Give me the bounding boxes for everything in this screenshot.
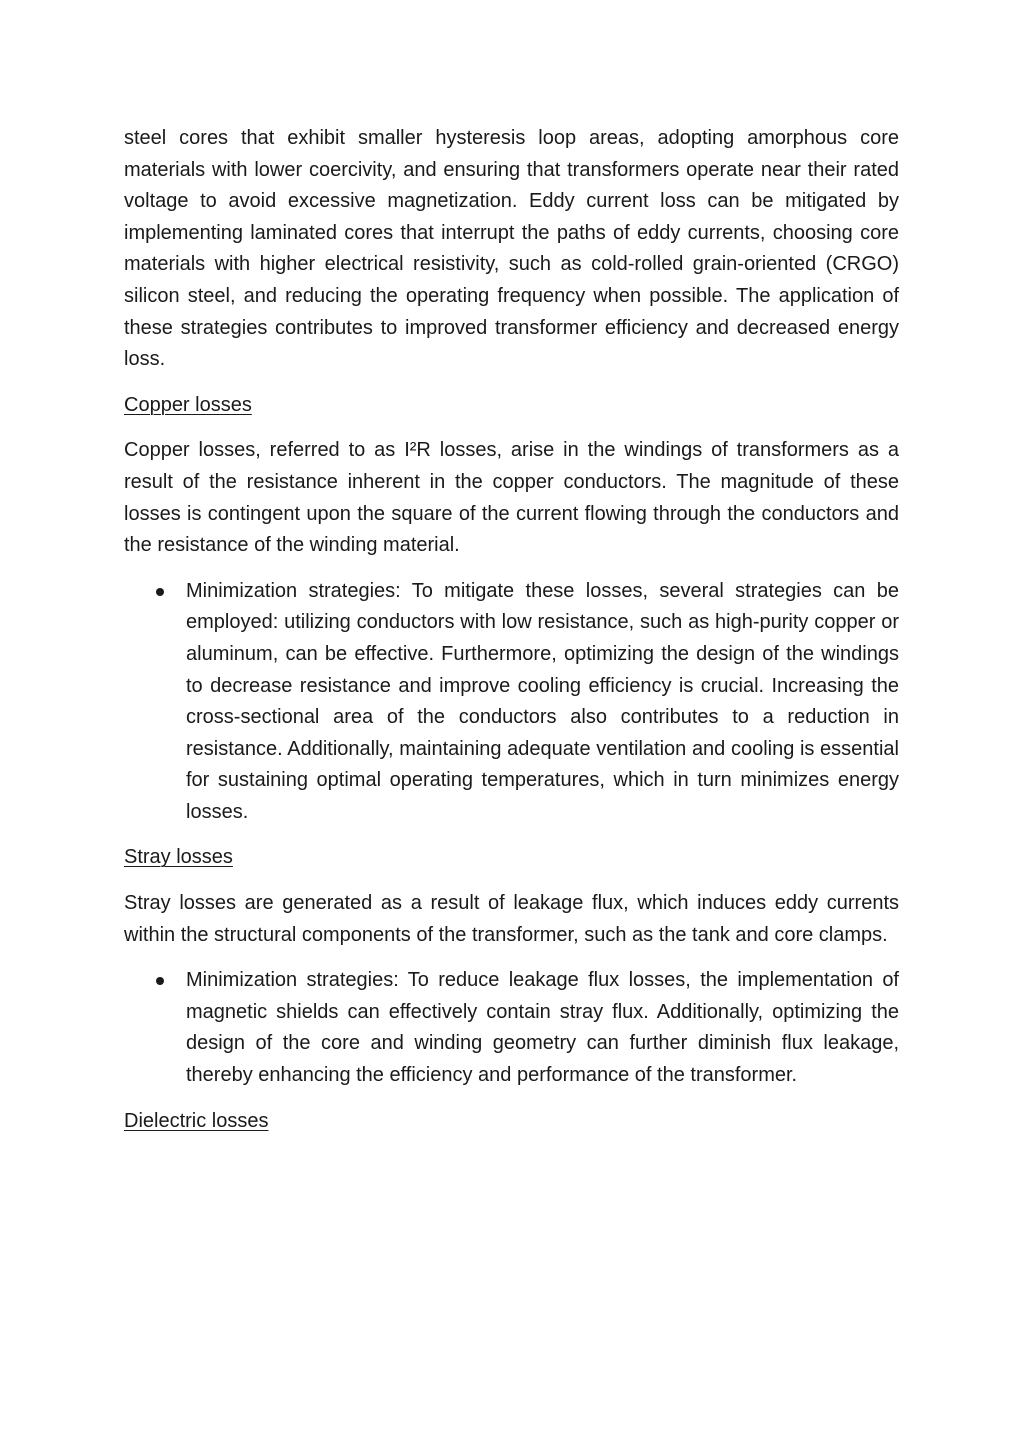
- copper-minimization-text: Minimization strategies: To mitigate these losses, several strategies can be employed: utilizing conductors with low resistance, such as high-purity copper or aluminum, can be effective. Furthermore, optimizing the design of the windings to decrease resistance and improve cooling efficiency is crucial. Increasing the cross-sectional area of the conductors also contributes to a reduction in resistance. Additionally, maintaining adequate ventilation and cooling is essential for sustaining optimal operating temperatures, which in turn minimizes energy losses.: [186, 579, 899, 823]
- intro-continuation-paragraph: steel cores that exhibit smaller hysteresis loop areas, adopting amorphous core materials with lower coercivity, and ensuring that transformers operate near their rated voltage to avoid excessive magnetization. Eddy current loss can be mitigated by implementing laminated cores that interrupt the paths of eddy currents, choosing core materials with higher electrical resistivity, such as cold-rolled grain-oriented (CRGO) silicon steel, and reducing the operating frequency when possible. The application of these strategies contributes to improved transformer efficiency and decreased energy loss.: [124, 127, 899, 371]
- copper-minimization-bullet: [186, 576, 899, 829]
- bullet-icon: [156, 977, 164, 985]
- document-page: [124, 123, 899, 1151]
- stray-losses-heading: Stray losses: [124, 846, 233, 869]
- bullet-icon: [156, 588, 164, 596]
- dielectric-losses-heading: Dielectric losses: [124, 1109, 269, 1132]
- stray-minimization-bullet: [186, 965, 899, 1091]
- stray-minimization-text: Minimization strategies: To reduce leakage flux losses, the implementation of magnetic shields can effectively contain stray flux. Additionally, optimizing the design of the core and winding geometry can further diminish flux leakage, thereby enhancing the efficiency and performance of the transformer.: [186, 969, 899, 1087]
- copper-losses-heading: Copper losses: [124, 393, 252, 416]
- copper-losses-paragraph: Copper losses, referred to as I²R losses, arise in the windings of transformers as a result of the resistance inherent in the copper conductors. The magnitude of these losses is contingent upon the square of the current flowing through the conductors and the resistance of the winding material.: [124, 439, 899, 557]
- stray-losses-paragraph: Stray losses are generated as a result of leakage flux, which induces eddy currents within the structural components of the transformer, such as the tank and core clamps.: [124, 892, 899, 946]
